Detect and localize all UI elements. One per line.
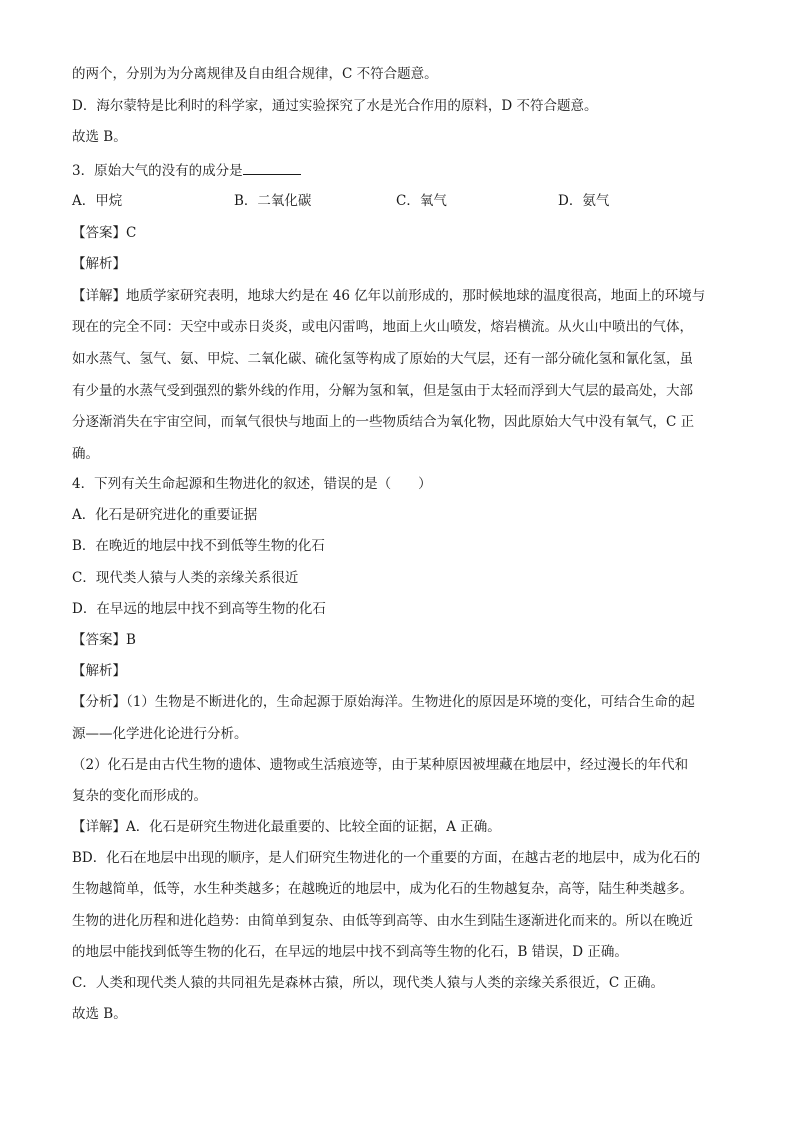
- text-line: 的两个，分别为为分离规律及自由组合规律，C 不符合题意。: [72, 66, 438, 82]
- answer-blank: [243, 159, 301, 175]
- question-stem-text: 3．原始大气的没有的成分是: [72, 163, 243, 179]
- detail-line: 生物的进化历程和进化趋势：由简单到复杂、由低等到高等、由水生到陆生逐渐进化而来的。所以在晚近: [72, 913, 693, 929]
- option-d: D．氨气: [558, 193, 610, 209]
- analysis-line: 源——化学进化论进行分析。: [72, 726, 248, 742]
- detail-line: 有少量的水蒸气受到强烈的紫外线的作用，分解为氢和氧，但是氢由于太轻而浮到大气层的最高处，大部: [72, 383, 693, 399]
- option-b: B．二氧化碳: [234, 193, 312, 209]
- detail-line: 确。: [72, 446, 99, 462]
- option-c: C．现代类人猿与人类的亲缘关系很近: [72, 570, 299, 586]
- analysis-label: 【解析】: [72, 256, 126, 272]
- detail-line: C．人类和现代类人猿的共同祖先是森林古猿，所以，现代类人猿与人类的亲缘关系很近，C 正确。: [72, 975, 664, 991]
- question-3-stem: [72, 159, 301, 181]
- question-3-options: [72, 191, 732, 211]
- detail-line: 【详解】地质学家研究表明，地球大约是在 46 亿年以前形成的，那时候地球的温度很高，地面上的环境与: [72, 288, 706, 304]
- text-line: D．海尔蒙特是比利时的科学家，通过实验探究了水是光合作用的原料，D 不符合题意。: [72, 98, 598, 114]
- text-line: 故选 B。: [72, 129, 127, 145]
- option-c: C．氧气: [396, 193, 447, 209]
- detail-line: 现在的完全不同：天空中或赤日炎炎，或电闪雷鸣，地面上火山喷发，熔岩横流。从火山中喷出的气体，: [72, 319, 693, 335]
- answer-line: 【答案】B: [72, 632, 136, 648]
- detail-line: 故选 B。: [72, 1006, 127, 1022]
- question-4-stem: 4．下列有关生命起源和生物进化的叙述，错误的是（ ）: [72, 476, 432, 492]
- detail-line: 生物越简单，低等，水生种类越多；在越晚近的地层中，成为化石的生物越复杂，高等，陆生种类越多。: [72, 881, 693, 897]
- option-b: B．在晚近的地层中找不到低等生物的化石: [72, 538, 325, 554]
- option-a: A．化石是研究进化的重要证据: [72, 507, 258, 523]
- detail-line: 【详解】A．化石是研究生物进化最重要的、比较全面的证据，A 正确。: [72, 819, 501, 835]
- option-d: D．在早远的地层中找不到高等生物的化石: [72, 601, 326, 617]
- analysis-label: 【解析】: [72, 663, 126, 679]
- detail-line: 分逐渐消失在宇宙空间，而氧气很快与地面上的一些物质结合为氧化物，因此原始大气中没有氧气，C 正: [72, 414, 695, 430]
- answer-line: 【答案】C: [72, 225, 137, 241]
- detail-line: 的地层中能找到低等生物的化石，在早远的地层中找不到高等生物的化石，B 错误，D 正确。: [72, 944, 628, 960]
- analysis-line: （2）化石是由古代生物的遗体、遗物或生活痕迹等，由于某种原因被埋藏在地层中，经过漫长的年代和: [72, 757, 689, 773]
- detail-line: BD．化石在地层中出现的顺序，是人们研究生物进化的一个重要的方面，在越古老的地层中，成为化石的: [72, 850, 701, 866]
- option-a: A．甲烷: [72, 193, 123, 209]
- analysis-line: 复杂的变化而形成的。: [72, 788, 207, 804]
- analysis-line: 【分析】（1）生物是不断进化的，生命起源于原始海洋。生物进化的原因是环境的变化，可结合生命的起: [72, 694, 695, 710]
- detail-line: 如水蒸气、氢气、氨、甲烷、二氧化碳、硫化氢等构成了原始的大气层，还有一部分硫化氢和氰化氢，虽: [72, 351, 693, 367]
